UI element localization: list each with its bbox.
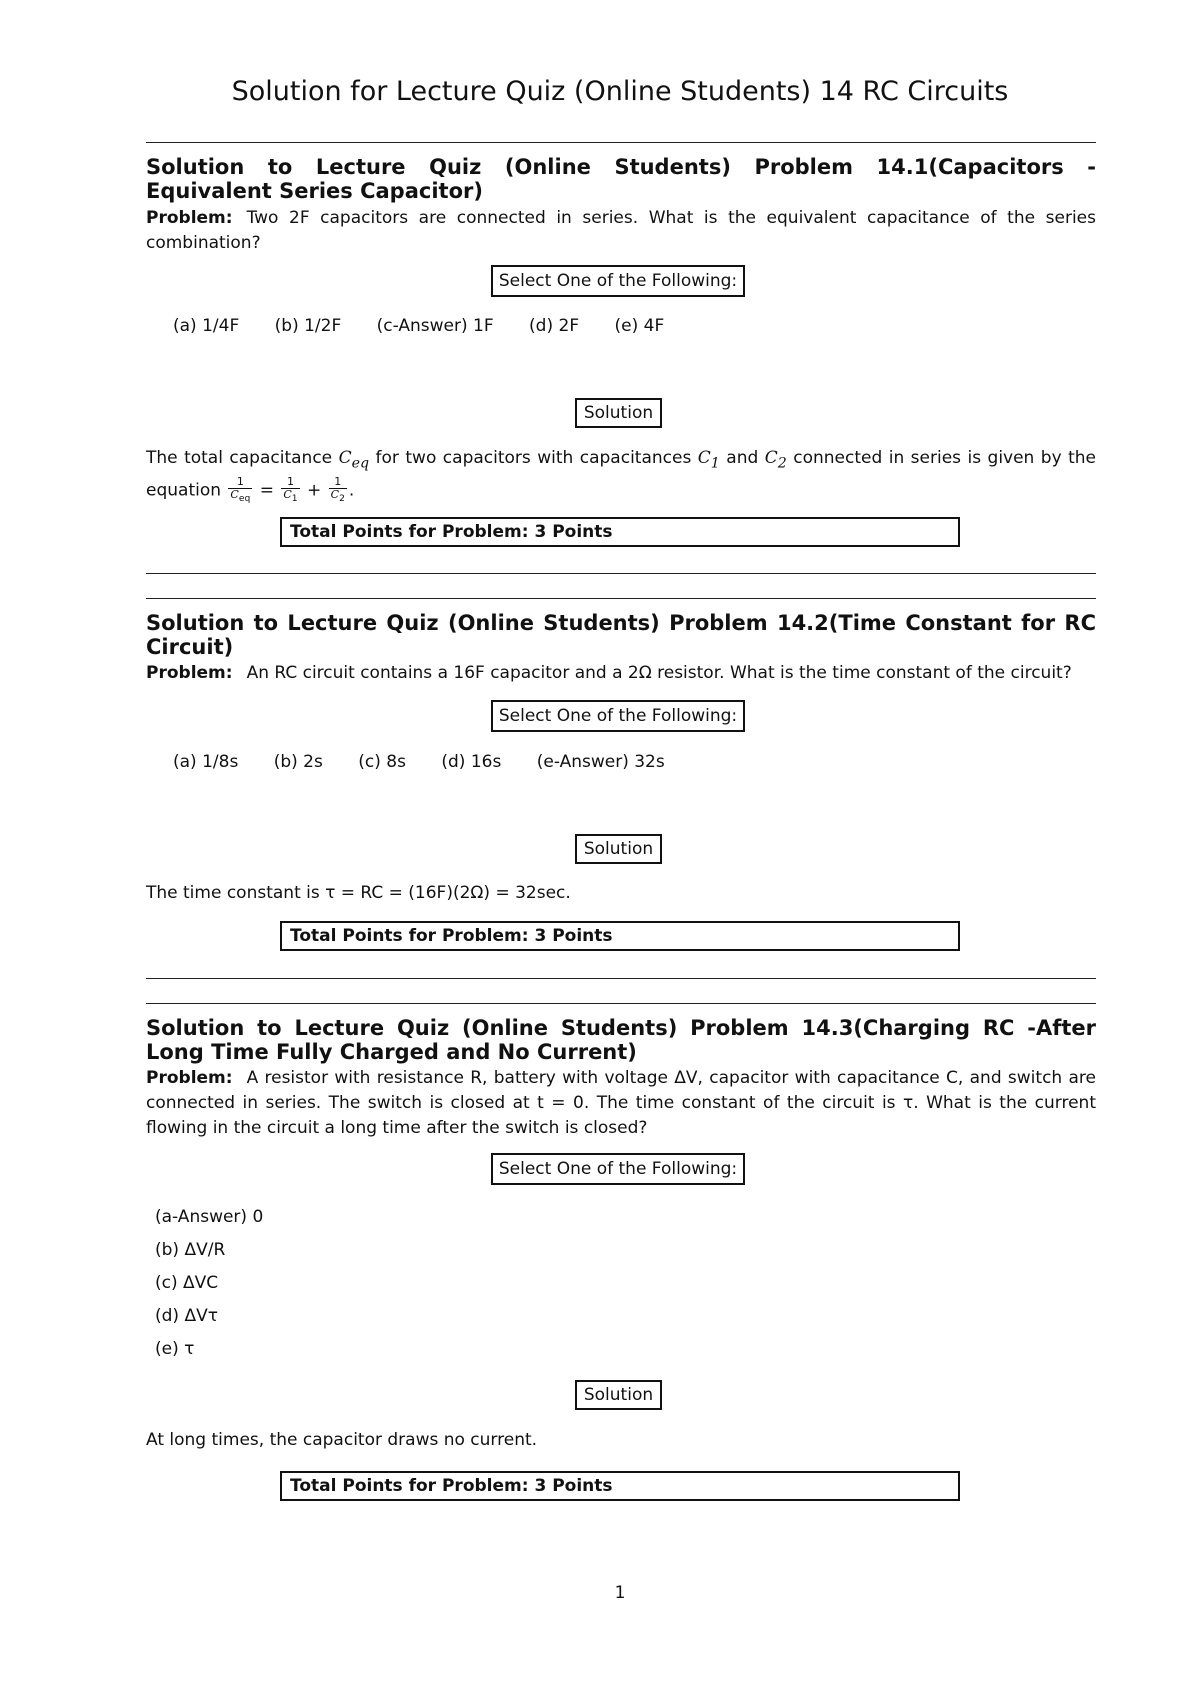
problem-statement [146, 206, 1096, 256]
choice: (a) 1/8s [173, 752, 239, 772]
choice: (b) 2s [273, 752, 323, 772]
plus-sign: + [307, 480, 322, 501]
choice: (c-Answer) 1F [376, 316, 494, 336]
total-points-box: Total Points for Problem: 3 Points [280, 1471, 960, 1501]
choice: (a) 1/4F [173, 316, 240, 336]
answer-choices [155, 1201, 263, 1366]
section-rule [146, 573, 1096, 574]
problem-statement [146, 661, 1096, 686]
choice: (e) 4F [614, 316, 665, 336]
solution-box: Solution [575, 1380, 662, 1410]
choice: (e-Answer) 32s [536, 752, 665, 772]
select-one-box: Select One of the Following: [491, 265, 745, 297]
solution-box: Solution [575, 398, 662, 428]
fraction-one-over-ceq: $\frac{1}{C_{eq}}$ [230, 475, 251, 505]
select-one-box: Select One of the Following: [491, 1153, 745, 1185]
solution-text: At long times, the capacitor draws no current. [146, 1430, 538, 1450]
choice: (a-Answer) 0 [155, 1207, 264, 1227]
fraction-one-over-c2: $\frac{1}{C_2}$ [330, 475, 345, 505]
page-number: 1 [614, 1583, 626, 1603]
solution-text: The time constant is τ = RC = (16F)(2Ω) = 32sec. [146, 883, 571, 903]
problem-heading: Solution to Lecture Quiz (Online Students) Problem 14.1(Capacitors - Equivalent Series Capacitor) [146, 155, 1096, 203]
choice: (c) 8s [358, 752, 406, 772]
choice: (b) ΔV/R [155, 1240, 226, 1260]
total-points-box: Total Points for Problem: 3 Points [280, 921, 960, 951]
answer-choices [173, 316, 694, 336]
section-rule [146, 142, 1096, 143]
choice: (c) ΔVC [155, 1273, 219, 1293]
problem-label: Problem: [146, 208, 233, 228]
solution-fragment: for two capacitors with capacitances [375, 448, 692, 468]
solution-fragment: and [726, 448, 759, 468]
choice: (d) 2F [529, 316, 580, 336]
problem-heading: Solution to Lecture Quiz (Online Students) Problem 14.2(Time Constant for RC Circuit) [146, 611, 1096, 659]
problem-text: An RC circuit contains a 16F capacitor and a 2Ω resistor. What is the time constant of the circuit? [246, 663, 1072, 683]
math-ceq: $C_{eq}$ [338, 448, 370, 472]
select-one-box: Select One of the Following: [491, 700, 745, 732]
equals-sign: = [259, 480, 274, 501]
solution-fragment: The total capacitance [146, 448, 333, 468]
problem-label: Problem: [146, 1068, 233, 1088]
choice: (d) 16s [441, 752, 502, 772]
choice: (b) 1/2F [274, 316, 342, 336]
problem-text: A resistor with resistance R, battery with voltage ΔV, capacitor with capacitance C, and switch are connected in series. The switch is closed at t = 0. The time constant of the circuit is τ. What is the current flowing in the circuit a long time after the switch is closed? [146, 1068, 1096, 1138]
problem-statement [146, 1066, 1096, 1141]
section-rule [146, 1003, 1096, 1004]
choice: (d) ΔVτ [155, 1306, 218, 1326]
fraction-one-over-c1: $\frac{1}{C_1}$ [283, 475, 298, 505]
solution-text: The total capacitance $C_{eq}$ for two capacitors with capacitances $C_1$ and $C_2$ connected in series is given by the equation $\frac{1}{C_{eq}}$ = $\frac{1}{C_1}$ + $\frac{1}{C_2}$ . [146, 448, 1097, 505]
problem-label: Problem: [146, 663, 233, 683]
section-rule [146, 978, 1096, 979]
math-c1: $C_1$ [697, 448, 720, 472]
total-points-box: Total Points for Problem: 3 Points [280, 517, 960, 547]
solution-box: Solution [575, 834, 662, 864]
page-title: Solution for Lecture Quiz (Online Students) 14 RC Circuits [231, 76, 1009, 107]
section-rule [146, 598, 1096, 599]
solution-fragment: connected in series is given by the equation [146, 448, 1097, 501]
choice: (e) τ [155, 1339, 195, 1359]
answer-choices [173, 752, 695, 772]
problem-text: Two 2F capacitors are connected in series. What is the equivalent capacitance of the series combination? [146, 208, 1096, 253]
math-c2: $C_2$ [764, 448, 787, 472]
problem-heading: Solution to Lecture Quiz (Online Students) Problem 14.3(Charging RC -After Long Time Fully Charged and No Current) [146, 1016, 1096, 1064]
